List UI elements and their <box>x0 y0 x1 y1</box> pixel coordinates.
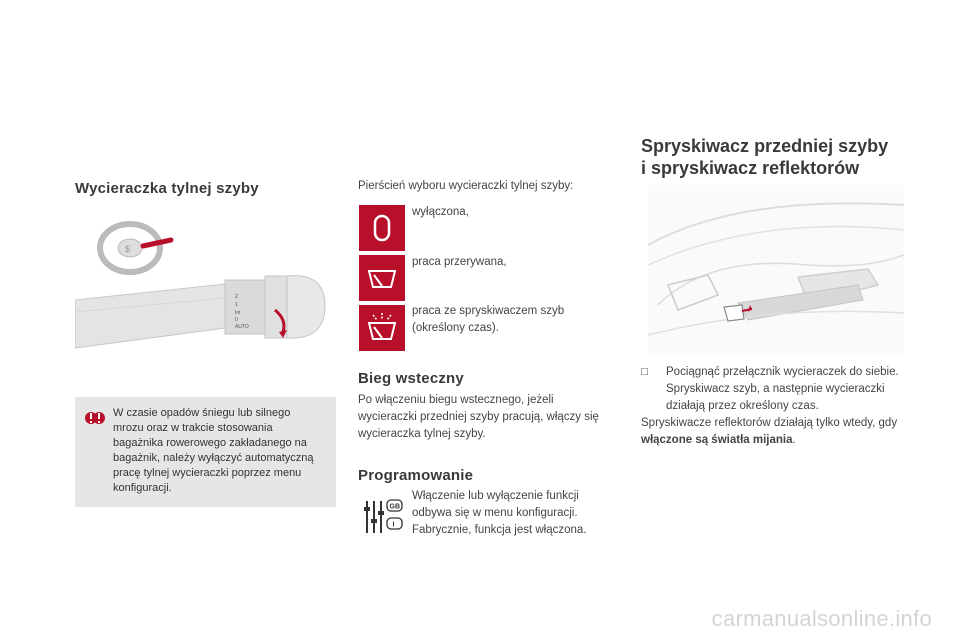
headlamp-text-part1: Spryskiwacze reflektorów działają tylko wtedy, gdy <box>641 417 898 429</box>
programming-title: Programowanie <box>358 467 474 484</box>
stalk-label: 1 <box>235 302 238 308</box>
option-intermittent-tile <box>359 255 405 301</box>
language-badge: GB <box>389 503 400 511</box>
stalk-label: AUTO <box>235 324 249 330</box>
wiper-stalk-illustration <box>75 270 335 360</box>
wash-wipe-icon <box>359 305 405 351</box>
intermittent-wipe-icon <box>359 255 405 301</box>
off-icon <box>359 205 405 251</box>
option-off-label: wyłączona, <box>412 206 469 218</box>
bullet-marker-icon: □ <box>641 366 648 378</box>
stalk-label: Int <box>235 310 241 316</box>
settings-sliders-icon <box>362 497 406 537</box>
headlamp-text-part2: . <box>792 434 796 446</box>
rear-wiper-title: Wycieraczka tylnej szyby <box>75 180 259 197</box>
stalk-label: 2 <box>235 294 238 300</box>
option-off-tile <box>359 205 405 251</box>
front-washer-title <box>641 135 888 179</box>
front-washer-title-line2: i spryskiwacz reflektorów <box>641 158 860 178</box>
language-badge: I <box>392 521 395 529</box>
snow-warning-text: W czasie opadów śniegu lub silnego mrozu oraz w trakcie stosowania bagażnika rowerowego zakładanego na bagażnik, należy wyłączyć automatyczną pracę tylnej wycieraczki poprzez menu konfiguracji. <box>113 407 314 494</box>
svg-text:$: $ <box>125 244 131 254</box>
headlamp-text-bold: włączone są światła mijania <box>641 434 793 446</box>
reverse-gear-title: Bieg wsteczny <box>358 370 464 387</box>
watermark: carmanualsonline.info <box>711 606 932 631</box>
steering-wheel-illustration <box>95 218 175 278</box>
headlamp-washer-text <box>641 415 911 449</box>
warning-icon <box>84 407 106 429</box>
reverse-gear-text: Po włączeniu biegu wstecznego, jeżeli wycieraczki przedniej szyby pracują, włączy się wycieraczka tylnej szyby. <box>358 394 599 440</box>
ring-intro: Pierścień wyboru wycieraczki tylnej szyby: <box>358 180 574 192</box>
washer-instruction: Pociągnąć przełącznik wycieraczek do siebie. Spryskiwacz szyb, a następnie wycieraczki działają przez określony czas. <box>666 366 899 412</box>
option-wash-tile <box>359 305 405 351</box>
programming-text: Włączenie lub wyłączenie funkcji odbywa się w menu konfiguracji. Fabrycznie, funkcja jest włączona. <box>412 490 587 536</box>
car-front-illustration <box>648 185 904 355</box>
snow-warning-box <box>75 397 336 507</box>
stalk-label: 0 <box>235 317 238 323</box>
front-washer-title-line1: Spryskiwacz przedniej szyby <box>641 136 889 156</box>
option-wash-label: praca ze spryskiwaczem szyb (określony czas). <box>412 305 565 334</box>
option-intermittent-label: praca przerywana, <box>412 256 507 268</box>
